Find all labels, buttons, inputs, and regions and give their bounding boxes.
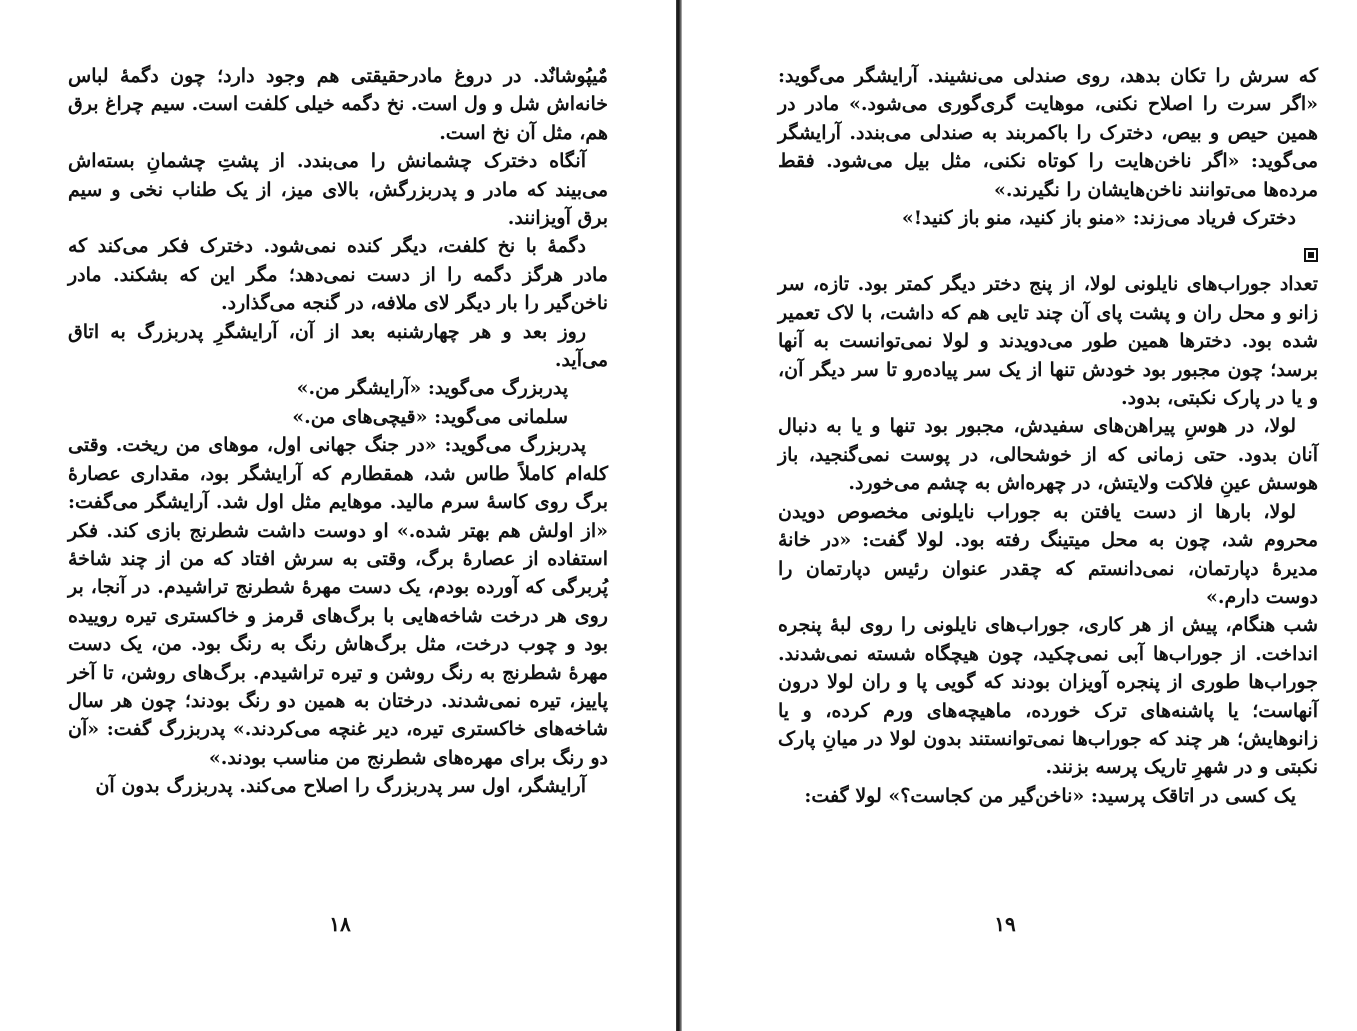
- right-page-text-after: [778, 270, 1318, 810]
- paragraph: یک کسی در اتاقک پرسید: «ناخن‌گیر من کجاست؟» لولا گفت:: [804, 784, 1296, 807]
- paragraph: دگمهٔ با نخ کلفت، دیگر کنده نمی‌شود. دخترک فکر می‌کند که مادر هرگز دگمه را از دست نمی‌دهد؛ مگر این که بشکند. مادر ناخن‌گیر را بار دیگر لای ملافه، در گنجه می‌گذارد.: [68, 235, 608, 315]
- paragraph: تعداد جوراب‌های نایلونی لولا، از پنج دختر دیگر کمتر بود. تازه، سر زانو و محل ران و پشت پای آن چند تایی هم که داشت، با لاک تعمیر شده بود. دخترها همین طور می‌دویدند و لولا نمی‌توانست به آنها برسد؛ چون مجبور بود خودش تنها از یک سر پیاده‌رو تا سر دیگر آن، و یا در پارک نکبتی، بدود.: [778, 273, 1318, 410]
- paragraph: مٌیپُوشانٌد. در دروغ مادرحقیقتی هم وجود دارد؛ چون دگمهٔ لباس خانه‌اش شل و ول است. نخ دگمه خیلی کلفت است. سیم چراغ برق هم، مثل آن نخ است.: [68, 65, 608, 144]
- paragraph: آنگاه دخترک چشمانش را می‌بندد. از پشتِ چشمانِ بسته‌اش می‌بیند که مادر و پدربزرگش، بالای میز، از یک طناب نخی و سیم برق آویزانند.: [68, 150, 608, 230]
- left-page: [0, 0, 676, 1031]
- paragraph: دخترک فریاد می‌زند: «منو باز کنید، منو باز کنید!»: [901, 207, 1296, 230]
- paragraph: لولا، در هوسِ پیراهن‌های سفیدش، مجبور بود تنها و یا به دنبال آنان بدود. حتی زمانی که از خوشحالی، در پوست نمی‌گنجید، باز هوسش عینِ فلاکت ولایتش، در چهره‌اش به چشم می‌خورد.: [778, 415, 1318, 495]
- paragraph: آرایشگر، اول سر پدربزرگ را اصلاح می‌کند. پدربزرگ بدون آن: [95, 775, 586, 798]
- paragraph: لولا، بارها از دست یافتن به جوراب نایلونی مخصوص دویدن محروم شد، چون به محل میتینگ رفته بود. لولا گفت: «در خانهٔ مدیرهٔ دپارتمان، نمی‌دانستم که چقدر عنوان رئیس دپارتمان را دوست دارم.»: [778, 500, 1318, 608]
- right-page-text-before: [778, 62, 1318, 232]
- paragraph: سلمانی می‌گوید: «قیچی‌های من.»: [292, 405, 568, 428]
- left-page-number: ۱۸: [329, 912, 351, 936]
- right-page-number: ۱۹: [994, 912, 1016, 936]
- paragraph: پدربزرگ می‌گوید: «در جنگ جهانی اول، موهای من ریخت. وقتی کله‌ام کاملاً طاس شد، همقطارم که آرایشگر بود، مقداری عصارهٔ برگ روی کاسهٔ سرم مالید. موهایم مثل اول شد. آرایشگر می‌گفت: «از اولش هم بهتر شده.» او دوست داشت شطرنج بازی کند. فکر استفاده از عصارهٔ برگ، وقتی به سرش افتاد که من از چند شاخهٔ پُربرگی که آورده بودم، یک دست مهرهٔ شطرنج تراشیدم. در آنجا، بر روی هر درخت شاخه‌هایی با برگ‌های قرمز و خاکستری تیره روییده بود و چوب درخت، مثل برگ‌هاش رنگ به رنگ بود. من، یک دست مهرهٔ شطرنج به رنگ روشن و تیره تراشیدم. برگ‌های روشن، تا آخر پاییز، تیره نمی‌شدند. درختان به همین دو رنگ بودند؛ چون هر سال شاخه‌های خاکستری تیره، دیر غنچه می‌کردند.» پدربزرگ گفت: «آن دو رنگ برای مهره‌های شطرنج من مناسب بودند.»: [68, 434, 608, 769]
- right-page-text: [778, 62, 1318, 810]
- section-square-icon: [1304, 248, 1318, 262]
- paragraph: پدربزرگ می‌گوید: «آرایشگر من.»: [296, 377, 568, 400]
- paragraph: که سرش را تکان بدهد، روی صندلی می‌نشیند. آرایشگر می‌گوید: «اگر سرت را اصلاح نکنی، موهایت گری‌گوری می‌شود.» مادر در همین حیص و بیص، دخترک را باکمربند به صندلی می‌بندد. آرایشگر می‌گوید: «اگر ناخن‌هایت را کوتاه نکنی، مثل بیل می‌شود. فقط مرده‌ها می‌توانند ناخن‌هایشان را نگیرند.»: [778, 65, 1318, 201]
- paragraph: روز بعد و هر چهارشنبه بعد از آن، آرایشگرِ پدربزرگ به اتاق می‌آید.: [68, 320, 608, 372]
- paragraph: شب هنگام، پیش از هر کاری، جوراب‌های نایلونی را روی لبهٔ پنجره انداخت. از جوراب‌ها آبی نمی‌چکید، چون هیچگاه شسته نمی‌شدند. جوراب‌ها طوری از پنجره آویزان بودند که گویی پا و ران لولا درون آنهاست؛ یا پاشنه‌های ترک خورده، ماهیچه‌های ورم کرده، و یا زانوهایش؛ هر چند که جوراب‌ها نمی‌توانستند بدون لولا در میانِ پارک نکبتی و در شهرِ تاریک پرسه بزنند.: [778, 614, 1318, 779]
- right-page: [682, 0, 1357, 1031]
- left-page-text: [68, 62, 608, 801]
